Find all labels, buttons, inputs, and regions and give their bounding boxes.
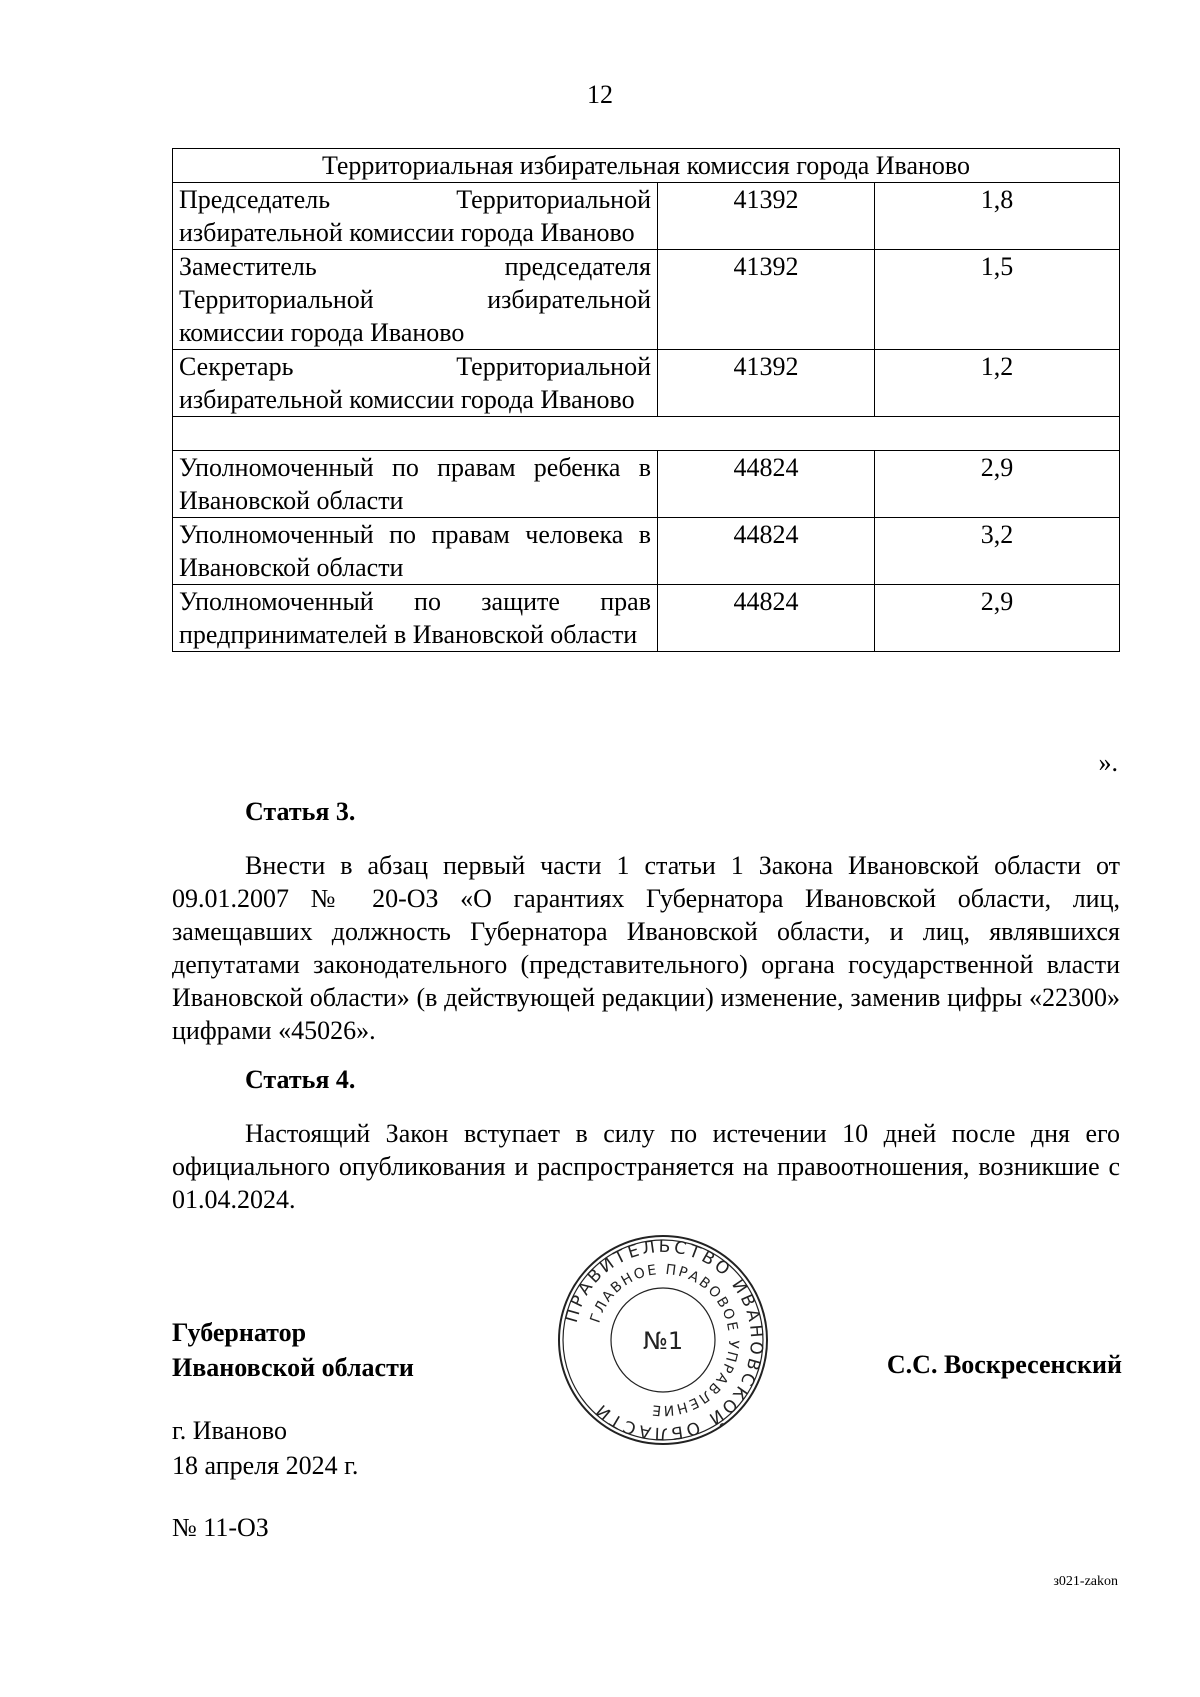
article-4-text: Настоящий Закон вступает в силу по истечении 10 дней после дня его официального опубликования и распространяется на правоотношения, возникшие с 01.04.2024. <box>172 1119 1120 1214</box>
position-coefficient: 3,2 <box>875 518 1120 585</box>
signatory-title-line1: Губернатор <box>172 1318 307 1347</box>
position-name: Уполномоченный по правам ребенка в Ивановской области <box>173 451 658 518</box>
article-3-heading: Статья 3. <box>245 797 356 826</box>
position-coefficient: 2,9 <box>875 451 1120 518</box>
signing-date: 18 апреля 2024 г. <box>172 1451 359 1480</box>
position-coefficient: 1,2 <box>875 350 1120 417</box>
page-number: 12 <box>587 80 613 109</box>
position-name: Уполномоченный по правам человека в Ивановской области <box>173 518 658 585</box>
position-code: 44824 <box>658 451 875 518</box>
position-coefficient: 1,8 <box>875 183 1120 250</box>
position-name: Председатель Территориальной избирательной комиссии города Иваново <box>173 183 658 250</box>
table-row <box>173 183 1120 250</box>
closing-quote: ». <box>1098 748 1118 777</box>
signatory-title <box>172 1315 414 1385</box>
seal-inner-text: ГЛАВНОЕ ПРАВОВОЕ УПРАВЛЕНИЕ <box>587 1261 742 1419</box>
article-4-heading: Статья 4. <box>245 1065 356 1094</box>
table-section-header-row <box>173 149 1120 183</box>
official-seal-icon <box>555 1232 771 1448</box>
position-name: Заместитель председателя Территориальной избирательной комиссии города Иваново <box>173 250 658 350</box>
file-reference: з021-zakon <box>1053 1574 1118 1589</box>
city-date-block <box>172 1413 358 1483</box>
table-section-header: Территориальная избирательная комиссия города Иваново <box>173 149 1120 183</box>
position-code: 41392 <box>658 250 875 350</box>
position-coefficient: 1,5 <box>875 250 1120 350</box>
table-row <box>173 518 1120 585</box>
position-name: Уполномоченный по защите прав предпринимателей в Ивановской области <box>173 585 658 652</box>
position-code: 44824 <box>658 585 875 652</box>
article-3-text: Внести в абзац первый части 1 статьи 1 Закона Ивановской области от 09.01.2007 № 20-ОЗ «О гарантиях Губернатора Ивановской области, лиц, замещавших должность Губернатора Ивановской области, и лиц, являвшихся депутатами законодательного (представительного) органа государственной власти Ивановской области» (в действующей редакции) изменение, заменив цифры «22300» цифрами «45026». <box>172 851 1120 1045</box>
table-row <box>173 451 1120 518</box>
seal-center-number: №1 <box>642 1327 684 1355</box>
seal-outer-text: ПРАВИТЕЛЬСТВО ИВАНОВСКОЙ ОБЛАСТИ <box>561 1236 767 1444</box>
table-empty-row <box>173 417 1120 451</box>
table-row <box>173 585 1120 652</box>
position-code: 44824 <box>658 518 875 585</box>
city: г. Иваново <box>172 1416 287 1445</box>
empty-cell <box>173 417 1120 451</box>
signatory-name: С.С. Воскресенский <box>886 1350 1122 1379</box>
table-row <box>173 250 1120 350</box>
position-code: 41392 <box>658 183 875 250</box>
positions-table <box>172 148 1120 652</box>
position-coefficient: 2,9 <box>875 585 1120 652</box>
position-name: Секретарь Территориальной избирательной комиссии города Иваново <box>173 350 658 417</box>
position-code: 41392 <box>658 350 875 417</box>
law-number: № 11-ОЗ <box>172 1513 269 1542</box>
table-row <box>173 350 1120 417</box>
signatory-title-line2: Ивановской области <box>172 1353 414 1382</box>
